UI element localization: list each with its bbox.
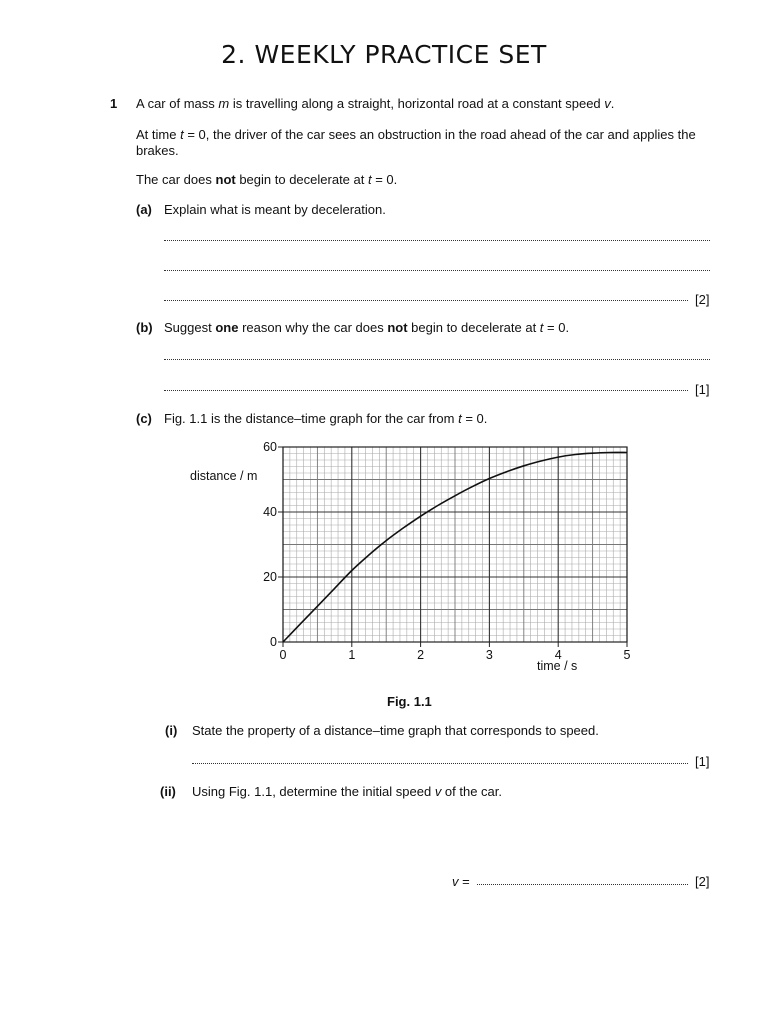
part-c-i-marks: [1] bbox=[695, 754, 710, 769]
part-b-marks: [1] bbox=[695, 382, 710, 397]
question-context-line2: brakes. bbox=[136, 143, 179, 158]
y-tick-label: 40 bbox=[263, 505, 277, 519]
part-b-text: Suggest one reason why the car does not begin to decelerate at t = 0. bbox=[164, 320, 570, 335]
answer-prefix-v: v = bbox=[452, 874, 470, 889]
answer-line-b2[interactable] bbox=[164, 390, 688, 391]
y-axis-label: distance / m bbox=[190, 469, 258, 483]
x-tick-label: 0 bbox=[279, 648, 287, 662]
part-c-label: (c) bbox=[136, 411, 152, 426]
figure-caption: Fig. 1.1 bbox=[387, 694, 432, 709]
x-tick-label: 4 bbox=[554, 648, 562, 662]
part-a-text: Explain what is meant by deceleration. bbox=[164, 202, 386, 217]
question-intro: A car of mass m is travelling along a straight, horizontal road at a constant speed v. bbox=[136, 96, 615, 111]
x-tick-label: 2 bbox=[417, 648, 425, 662]
question-statement: The car does not begin to decelerate at t = 0. bbox=[136, 172, 398, 187]
part-c-i-text: State the property of a distance–time graph that corresponds to speed. bbox=[192, 723, 599, 738]
answer-line-a1[interactable] bbox=[164, 240, 710, 241]
x-axis-label: time / s bbox=[537, 659, 578, 673]
answer-line-b1[interactable] bbox=[164, 359, 710, 360]
grid-mid bbox=[283, 447, 627, 642]
question-context-line1: At time t = 0, the driver of the car sees an obstruction in the road ahead of the car and applies the bbox=[136, 127, 696, 142]
answer-line-a2[interactable] bbox=[164, 270, 710, 271]
part-a-label: (a) bbox=[136, 202, 152, 217]
answer-line-c-i[interactable] bbox=[192, 763, 688, 764]
part-c-text: Fig. 1.1 is the distance–time graph for the car from t = 0. bbox=[164, 411, 488, 426]
part-c-ii-text: Using Fig. 1.1, determine the initial speed v of the car. bbox=[192, 784, 503, 799]
part-c-i-label: (i) bbox=[165, 723, 178, 738]
part-b-label: (b) bbox=[136, 320, 153, 335]
part-a-marks: [2] bbox=[695, 292, 710, 307]
y-tick-label: 60 bbox=[263, 440, 277, 454]
x-tick-label: 1 bbox=[348, 648, 356, 662]
distance-time-graph bbox=[180, 434, 640, 679]
page-title: 2. WEEKLY PRACTICE SET bbox=[221, 40, 547, 69]
answer-line-c-ii[interactable] bbox=[477, 884, 688, 885]
x-tick-label: 5 bbox=[623, 648, 631, 662]
question-number: 1 bbox=[110, 96, 118, 111]
part-c-ii-marks: [2] bbox=[695, 874, 710, 889]
y-tick-label: 0 bbox=[270, 635, 277, 649]
answer-line-a3[interactable] bbox=[164, 300, 688, 301]
part-c-ii-label: (ii) bbox=[160, 784, 176, 799]
y-tick-label: 20 bbox=[263, 570, 277, 584]
x-tick-label: 3 bbox=[485, 648, 493, 662]
